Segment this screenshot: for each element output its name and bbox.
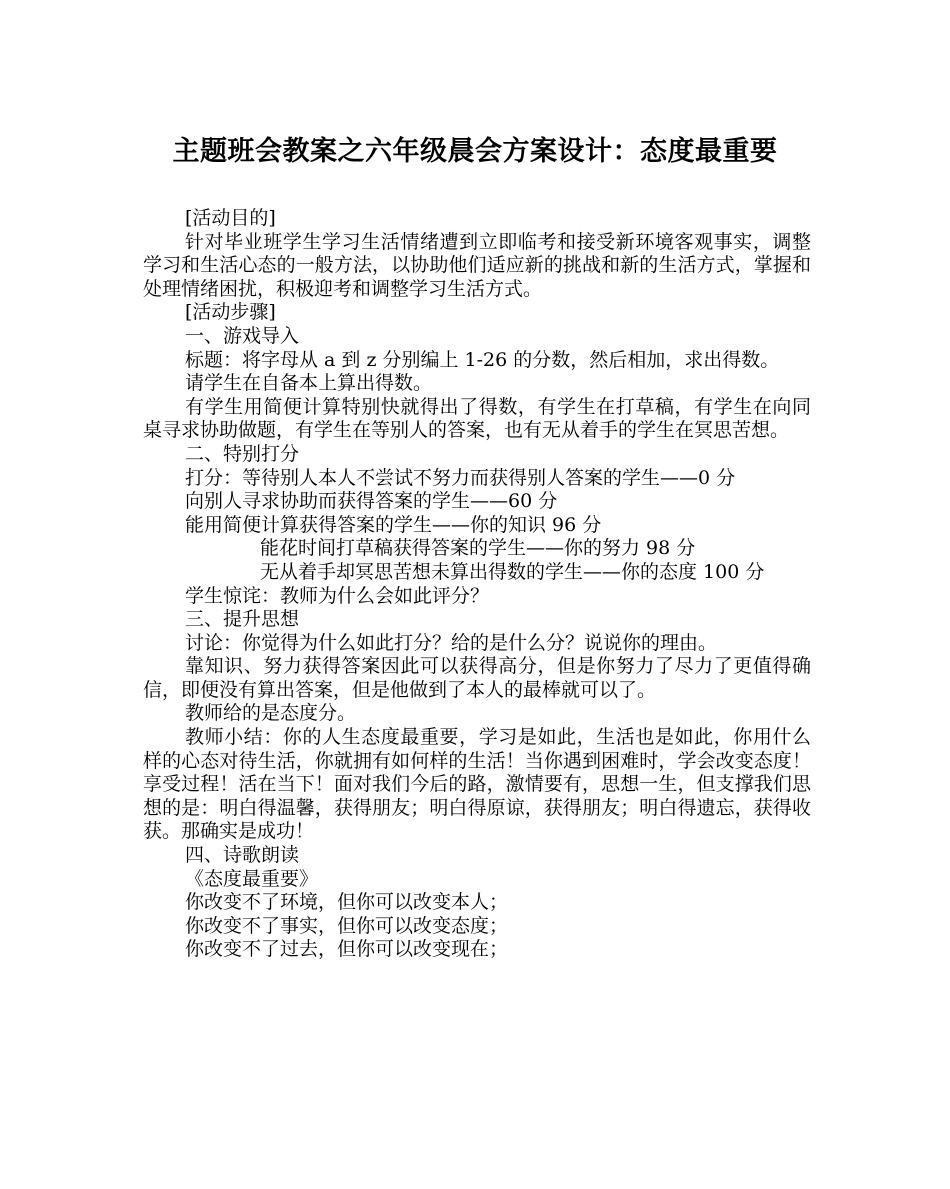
paragraph-teacher-summary: 教师小结：你的人生态度最重要，学习是如此，生活也是如此，你用什么样的心态对待生活，你就拥有如何样的生活！当你遇到困难时，学会改变态度！享受过程！活在当下！面对我们今后的路，激情要有，思想一生，但支撑我们思想的是：明白得温馨，获得朋友；明白得原谅，获得朋友；明白得遗忘，获得收获。那确实是成功！ bbox=[143, 726, 811, 843]
step-heading-game: 一、游戏导入 bbox=[185, 324, 300, 347]
score-line-98: 能花时间打草稿获得答案的学生——你的努力 98 分 bbox=[260, 537, 696, 560]
paragraph-high-score: 靠知识、努力获得答案因此可以获得高分，但是你努力了尽力了更值得确信，即便没有算出答案，但是他做到了本人的最棒就可以了。 bbox=[143, 655, 811, 701]
paragraph-game-task: 标题：将字母从 a 到 z 分别编上 1-26 的分数，然后相加，求出得数。 bbox=[185, 348, 780, 371]
paragraph-game-observe: 有学生用简便计算特别快就得出了得数，有学生在打草稿，有学生在向同桌寻求协助做题，有学生在等别人的答案，也有无从着手的学生在冥思苦想。 bbox=[143, 395, 811, 442]
score-line-96: 能用简便计算获得答案的学生——你的知识 96 分 bbox=[185, 513, 602, 536]
paragraph-students-surprised: 学生惊诧：教师为什么会如此评分？ bbox=[185, 584, 490, 607]
document-body bbox=[143, 207, 811, 962]
score-line-100: 无从着手却冥思苦想未算出得数的学生——你的态度 100 分 bbox=[260, 560, 765, 583]
poem-title: 《态度最重要》 bbox=[185, 867, 319, 890]
paragraph-discussion: 讨论：你觉得为什么如此打分？给的是什么分？说说你的理由。 bbox=[185, 631, 718, 654]
paragraph-attitude-score: 教师给的是态度分。 bbox=[185, 702, 357, 725]
score-line-60: 向别人寻求协助而获得答案的学生——60 分 bbox=[185, 490, 558, 513]
poem-line-2: 你改变不了事实，但你可以改变态度； bbox=[185, 914, 509, 937]
section-heading-steps: [活动步骤] bbox=[185, 301, 276, 324]
document-title: 主题班会教案之六年级晨会方案设计：态度最重要 bbox=[172, 136, 778, 167]
paragraph-purpose: 针对毕业班学生学习生活情绪遭到立即临考和接受新环境客观事实，调整学习和生活心态的一般方法，以协助他们适应新的挑战和新的生活方式，掌握和处理情绪困扰，积极迎考和调整学习生活方式。 bbox=[143, 230, 811, 300]
poem-line-1: 你改变不了环境，但你可以改变本人； bbox=[185, 891, 509, 914]
section-heading-purpose: [活动目的] bbox=[185, 207, 276, 229]
paragraph-game-calc: 请学生在自备本上算出得数。 bbox=[185, 372, 433, 395]
step-heading-scoring: 二、特别打分 bbox=[185, 442, 300, 465]
poem-line-3: 你改变不了过去，但你可以改变现在； bbox=[185, 938, 509, 961]
score-line-0: 打分：等待别人本人不尝试不努力而获得别人答案的学生——0 分 bbox=[185, 466, 736, 489]
step-heading-poem: 四、诗歌朗读 bbox=[185, 844, 300, 867]
step-heading-thinking: 三、提升思想 bbox=[185, 608, 300, 631]
